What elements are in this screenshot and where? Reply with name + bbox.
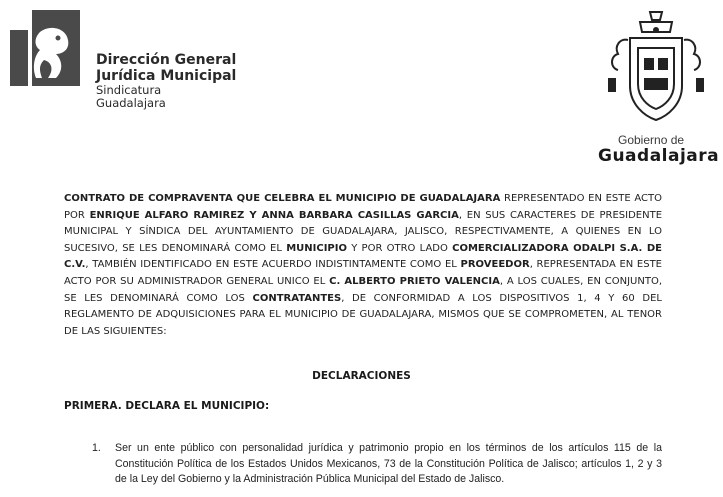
list-item-number: 1.: [92, 442, 101, 454]
contract-text-6: , A LOS CUALES, EN CONJUNTO, SE LES DENOMINARÁ COMO LOS: [64, 275, 662, 304]
lion-logo-icon: [10, 10, 88, 88]
org-title-line1: Dirección General: [96, 52, 237, 68]
org-sub-line2: Guadalajara: [96, 96, 166, 110]
contract-paragraph: [64, 191, 662, 340]
contract-text-3: Y POR OTRO LADO: [346, 242, 453, 254]
contract-company: COMERCIALIZADORA ODALPI S.A. DE C.V.: [64, 242, 662, 271]
gov-big-label: Guadalajara: [598, 146, 720, 166]
contract-text-5: , REPRESENTADA EN ESTE ACTO POR SU ADMINISTRADOR GENERAL UNICO EL: [64, 259, 663, 287]
contract-title: CONTRATO DE COMPRAVENTA QUE CELEBRA EL MUNICIPIO DE GUADALAJARA: [64, 193, 501, 204]
contract-municipio: MUNICIPIO: [286, 242, 347, 254]
org-sub-line1: Sindicatura: [96, 83, 162, 97]
contract-administrator: C. ALBERTO PRIETO VALENCIA: [329, 275, 500, 287]
list-item: [92, 441, 662, 488]
coat-of-arms-icon: [600, 8, 712, 128]
contract-proveedor: PROVEEDOR: [460, 259, 530, 271]
contract-text-7: , DE CONFORMIDAD A LOS DISPOSITIVOS 1, 4 Y 60 DEL REGLAMENTO DE ADQUISICIONES PARA EL MUNICIPIO DE GUADALAJARA, MISMOS QUE SE COMPROMETEN, AL TENOR DE LAS SIGUIENTES:: [64, 292, 662, 337]
contract-contratantes: CONTRATANTES: [252, 292, 342, 304]
gov-small-label: Gobierno de: [618, 133, 685, 147]
contract-representatives: ENRIQUE ALFARO RAMIREZ Y ANNA BARBARA CASILLAS GARCIA: [89, 209, 459, 221]
contract-text-4: , TAMBIÉN IDENTIFICADO EN ESTE ACUERDO INDISTINTAMENTE COMO EL: [85, 259, 461, 271]
contract-text-1: REPRESENTADO EN ESTE ACTO POR: [64, 193, 662, 221]
list-item-text: Ser un ente público con personalidad jurídica y patrimonio propio en los términos de los artículos 115 de la Constitución Política de los Estados Unidos Mexicanos, 73 de la Constitución Política de Jalisco; artículos 1, 2 y 3 de la Ley del Gobierno y la Administración Pública Municipal del Estado de Jalisco.: [115, 442, 662, 485]
declaraciones-heading: DECLARACIONES: [312, 370, 411, 382]
org-title-line2: Jurídica Municipal: [96, 68, 237, 84]
contract-text-2: , EN SUS CARACTERES DE PRESIDENTE MUNICIPAL Y SÍNDICA DEL AYUNTAMIENTO DE GUADALAJARA, JALISCO, RESPECTIVAMENTE, A QUIENES EN LO SUCESIVO, SE LES DENOMINARÁ COMO EL: [64, 209, 663, 254]
primera-heading: PRIMERA. DECLARA EL MUNICIPIO:: [64, 400, 270, 412]
org-block: [96, 52, 236, 110]
